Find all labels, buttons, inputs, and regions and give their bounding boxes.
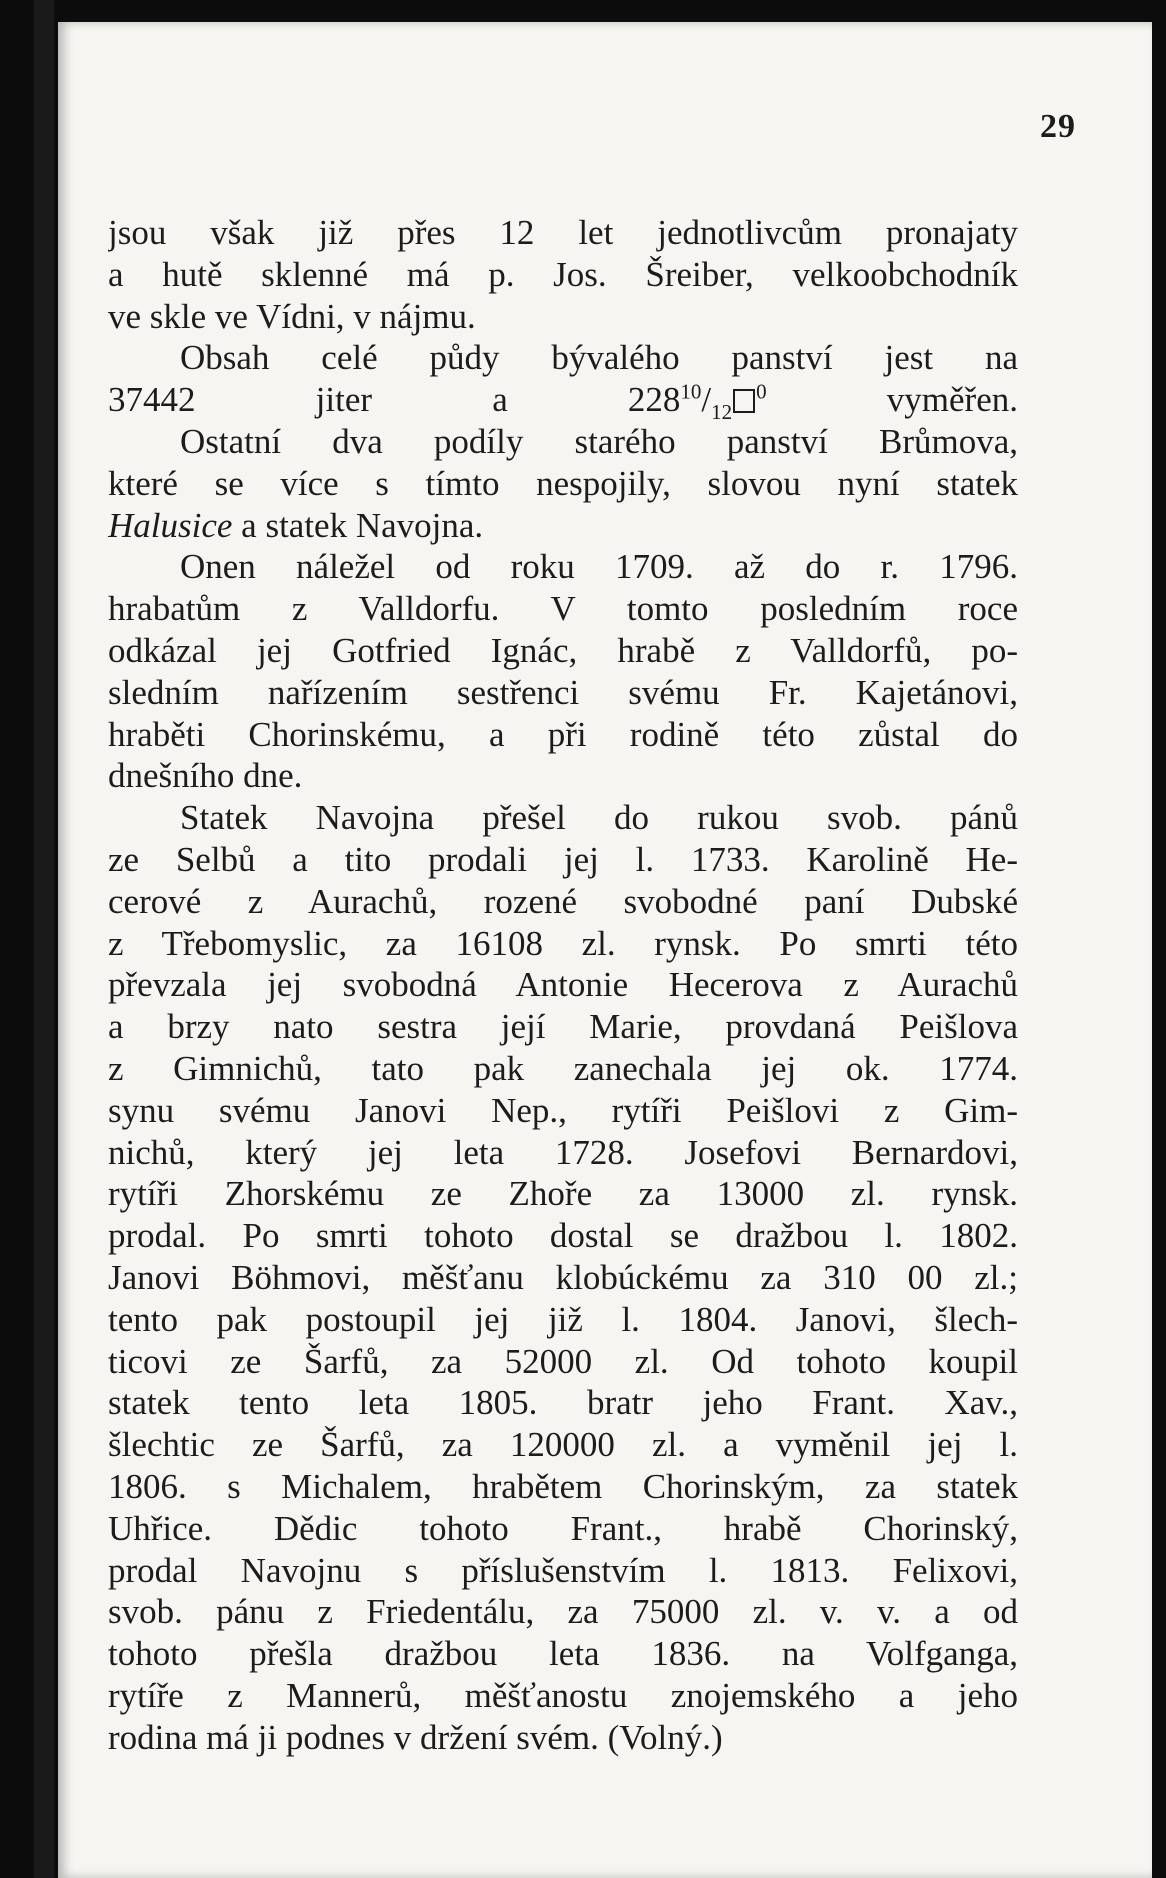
text-line: rytíři Zhorskému ze Zhoře za 13000 zl. rynsk.: [108, 1174, 1018, 1214]
text-line-area-measure: [108, 379, 1018, 421]
text-line: sledním nařízením sestřenci svému Fr. Kajetánovi,: [108, 672, 1018, 712]
square-unit-symbol: [733, 389, 755, 413]
text-line: ticovi ze Šarfů, za 52000 zl. Od tohoto koupil: [108, 1341, 1018, 1381]
text-line: rytíře z Mannerů, měšťanostu znojemského a jeho: [108, 1675, 1018, 1715]
text-fragment: a statek Navojna.: [232, 505, 484, 545]
text-line: a brzy nato sestra její Marie, provdaná Peišlova: [108, 1007, 1018, 1047]
text-line: a hutě sklenné má p. Jos. Šreiber, velkoobchodník: [108, 254, 1018, 294]
text-line: ze Selbů a tito prodali jej l. 1733. Karolině He-: [108, 839, 1018, 879]
text-line: cerové z Aurachů, rozené svobodné paní Dubské: [108, 881, 1018, 921]
text-line: Uhřice. Dědic tohoto Frant., hrabě Chorinský,: [108, 1508, 1018, 1548]
text-fragment: vyměřen.: [766, 380, 1018, 420]
text-line: Janovi Böhmovi, měšťanu klobúckému za 310 00 zl.;: [108, 1257, 1018, 1297]
text-line: dnešního dne.: [108, 756, 303, 796]
text-line: jsou však již přes 12 let jednotlivcům pronajaty: [108, 213, 1018, 252]
text-line: které se více s tímto nespojily, slovou nyní statek: [108, 463, 1018, 503]
subscript: 12: [711, 400, 733, 421]
text-line: Statek Navojna přešel do rukou svob. pánů: [180, 798, 1018, 838]
text-line-place-name: [108, 505, 1018, 547]
text-line: z Třebomyslic, za 16108 zl. rynsk. Po smrti této: [108, 923, 1018, 963]
body-text: [108, 212, 1018, 1758]
text-line: tento pak postoupil jej již l. 1804. Janovi, šlech-: [108, 1299, 1018, 1339]
text-line: Obsah celé půdy bývalého panství jest na: [180, 338, 1018, 378]
text-line: prodal Navojnu s příslušenstvím l. 1813. Felixovi,: [108, 1550, 1018, 1590]
book-spine-edge: [34, 0, 54, 1878]
text-line: z Gimnichů, tato pak zanechala jej ok. 1774.: [108, 1048, 1018, 1088]
book-page: [58, 22, 1152, 1878]
text-line: nichů, který jej leta 1728. Josefovi Bernardovi,: [108, 1132, 1018, 1172]
text-line: prodal. Po smrti tohoto dostal se dražbou l. 1802.: [108, 1216, 1018, 1256]
italic-place-name: Halusice: [108, 505, 233, 545]
text-line: šlechtic ze Šarfů, za 120000 zl. a vyměnil jej l.: [108, 1425, 1018, 1465]
text-line: Ostatní dva podíly starého panství Brůmova,: [180, 421, 1018, 461]
text-line: tohoto přešla dražbou leta 1836. na Volfganga,: [108, 1634, 1018, 1674]
page-number: 29: [1040, 108, 1076, 145]
text-line: Onen náležel od roku 1709. až do r. 1796.: [180, 547, 1018, 587]
text-line: ve skle ve Vídni, v nájmu.: [108, 296, 476, 336]
text-line: synu svému Janovi Nep., rytíři Peišlovi z Gim-: [108, 1090, 1018, 1130]
text-line: 1806. s Michalem, hrabětem Chorinským, za statek: [108, 1466, 1018, 1506]
fraction-slash: /: [701, 380, 712, 420]
text-line: hrabatům z Valldorfu. V tomto posledním roce: [108, 589, 1018, 629]
text-line: rodina má ji podnes v držení svém. (Volný.): [108, 1717, 723, 1757]
text-line: převzala jej svobodná Antonie Hecerova z Aurachů: [108, 965, 1018, 1005]
text-line: odkázal jej Gotfried Ignác, hrabě z Valldorfů, po-: [108, 630, 1018, 670]
superscript: 0: [756, 379, 767, 404]
text-line: statek tento leta 1805. bratr jeho Frant. Xav.,: [108, 1383, 1018, 1423]
superscript: 10: [680, 379, 702, 404]
text-line: svob. pánu z Friedentálu, za 75000 zl. v. v. a od: [108, 1592, 1018, 1632]
text-fragment: 37442 jiter a 228: [108, 380, 681, 420]
text-line: hraběti Chorinskému, a při rodině této zůstal do: [108, 714, 1018, 754]
